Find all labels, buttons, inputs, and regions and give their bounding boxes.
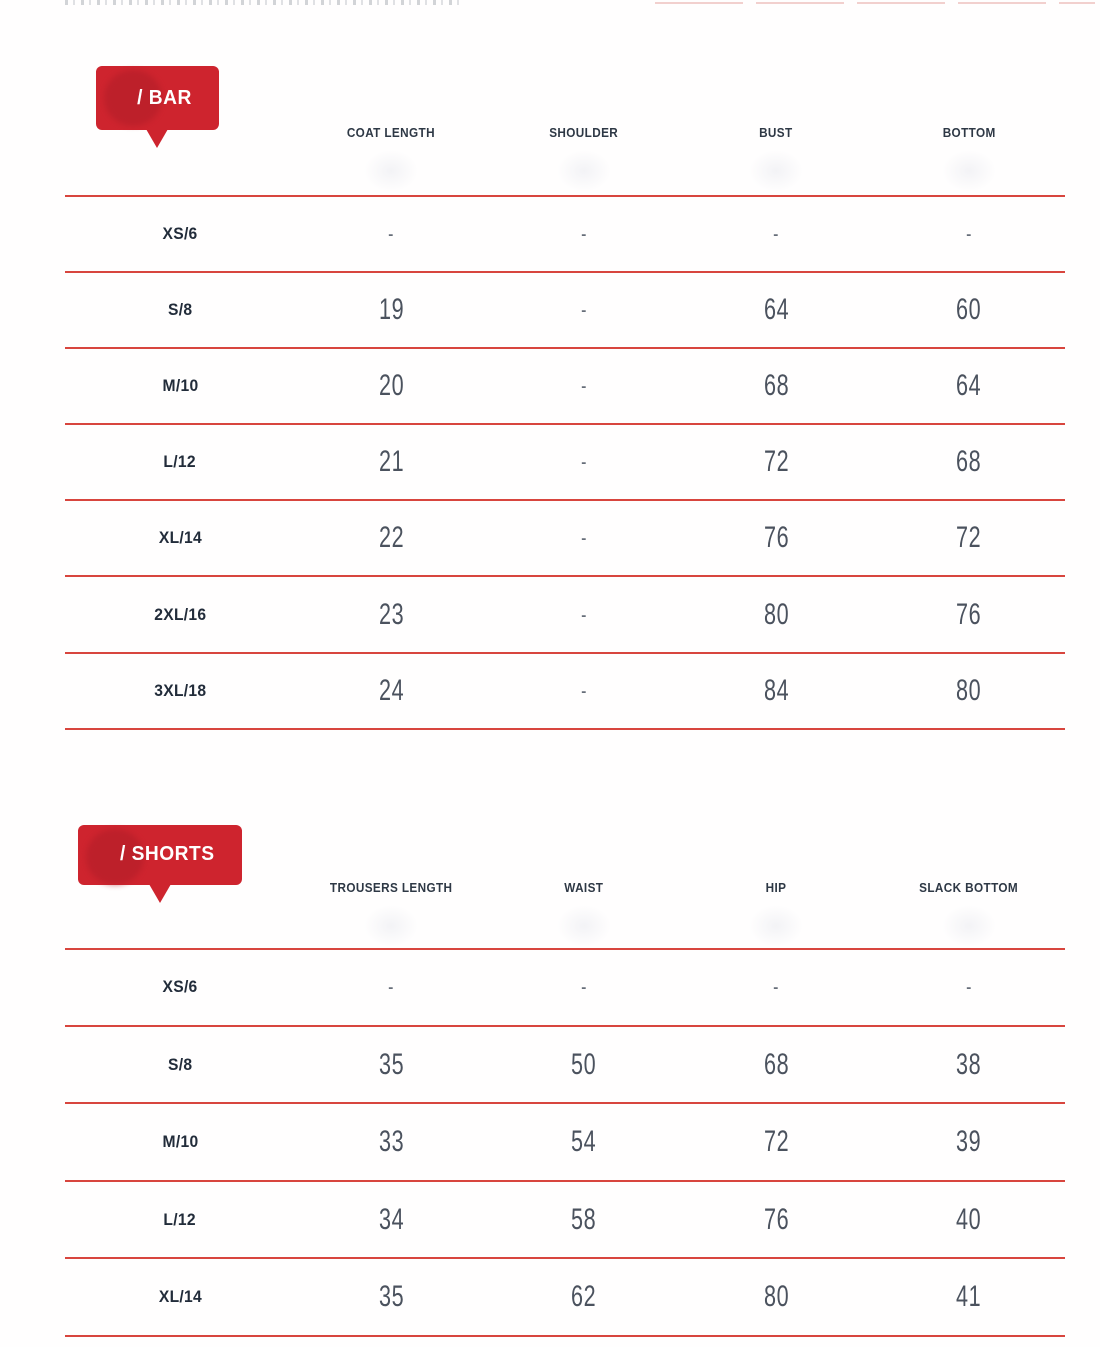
measurement-value: 72: [763, 445, 789, 479]
size-label: M/10: [162, 376, 198, 396]
value-cell: [680, 1027, 873, 1102]
value-cell: [873, 950, 1066, 1025]
value-cell: [295, 1182, 488, 1257]
table-badge: [96, 66, 219, 130]
measurement-value: 21: [378, 445, 404, 479]
size-label: 3XL/18: [153, 680, 207, 700]
column-header: [873, 825, 1066, 948]
measurement-value: 68: [956, 445, 982, 479]
column-header-label: HIP: [765, 881, 787, 896]
size-cell: [65, 950, 295, 1025]
size-table-2: [65, 825, 1065, 1337]
column-header: [488, 66, 681, 195]
value-cell: [488, 1182, 681, 1257]
table-row: [65, 575, 1065, 651]
value-cell: [873, 501, 1066, 575]
size-cell: [65, 501, 295, 575]
table-row: [65, 1025, 1065, 1102]
table-row: [65, 948, 1065, 1025]
measurement-value: -: [388, 974, 395, 1000]
measurement-value: 64: [956, 369, 982, 403]
value-cell: [488, 1259, 681, 1334]
column-header: [680, 66, 873, 195]
table-row: [65, 423, 1065, 499]
faded-unit-mark: [942, 905, 996, 947]
measurement-value: 33: [378, 1125, 404, 1159]
size-charts-container: [0, 66, 1100, 1337]
table-row: [65, 271, 1065, 347]
value-cell: [680, 1104, 873, 1179]
measurement-value: 35: [378, 1047, 404, 1081]
value-cell: [873, 577, 1066, 651]
value-cell: [680, 197, 873, 271]
measurement-value: 76: [763, 1202, 789, 1236]
measurement-value: -: [580, 974, 587, 1000]
measurement-value: 23: [378, 597, 404, 631]
value-cell: [680, 654, 873, 728]
value-cell: [295, 1104, 488, 1179]
value-cell: [873, 425, 1066, 499]
table-title: / BAR: [137, 86, 192, 109]
measurement-value: 80: [763, 1279, 789, 1313]
measurement-value: -: [773, 221, 780, 247]
size-cell: [65, 577, 295, 651]
faded-unit-mark: [749, 150, 803, 192]
size-label: S/8: [167, 1054, 193, 1074]
table-row: [65, 652, 1065, 730]
measurement-value: -: [388, 221, 395, 247]
size-cell: [65, 197, 295, 271]
value-cell: [873, 349, 1066, 423]
value-cell: [488, 950, 681, 1025]
faded-unit-mark: [364, 150, 418, 192]
value-cell: [873, 1027, 1066, 1102]
measurement-value: 62: [571, 1279, 597, 1313]
column-header-label: BUST: [759, 125, 793, 140]
size-cell: [65, 1104, 295, 1179]
column-header-label: TROUSERS LENGTH: [330, 881, 453, 896]
measurement-value: -: [580, 221, 587, 247]
value-cell: [680, 1182, 873, 1257]
column-header-label: SHOULDER: [549, 125, 619, 140]
measurement-value: -: [580, 677, 587, 703]
measurement-value: 54: [571, 1125, 597, 1159]
measurement-value: 84: [763, 673, 789, 707]
measurement-value: 38: [956, 1047, 982, 1081]
faded-unit-mark: [942, 150, 996, 192]
measurement-value: 39: [956, 1125, 982, 1159]
size-label: XL/14: [158, 528, 202, 548]
column-header: [873, 66, 1066, 195]
value-cell: [680, 501, 873, 575]
size-table-1: [65, 66, 1065, 730]
value-cell: [295, 273, 488, 347]
measurement-value: -: [965, 221, 972, 247]
value-cell: [295, 501, 488, 575]
size-cell: [65, 1182, 295, 1257]
column-header-label: BOTTOM: [942, 125, 996, 140]
measurement-value: 76: [763, 521, 789, 555]
cropped-top-strip: [0, 0, 1100, 8]
size-cell: [65, 1259, 295, 1334]
measurement-value: 72: [956, 521, 982, 555]
table-row: [65, 1102, 1065, 1179]
measurement-value: -: [580, 449, 587, 475]
column-header-label: COAT LENGTH: [347, 125, 436, 140]
value-cell: [680, 577, 873, 651]
measurement-value: 68: [763, 1047, 789, 1081]
measurement-value: -: [580, 525, 587, 551]
column-header: [295, 66, 488, 195]
badge-pointer-icon: [149, 884, 171, 903]
badge-pointer-icon: [146, 129, 168, 148]
measurement-value: 20: [378, 369, 404, 403]
value-cell: [295, 425, 488, 499]
measurement-value: -: [773, 974, 780, 1000]
measurement-value: 60: [956, 293, 982, 327]
measurement-value: 35: [378, 1279, 404, 1313]
value-cell: [680, 425, 873, 499]
size-label: L/12: [163, 452, 197, 472]
column-header-label: SLACK BOTTOM: [919, 881, 1019, 896]
value-cell: [295, 1259, 488, 1334]
faded-unit-mark: [557, 905, 611, 947]
size-label: XL/14: [158, 1286, 202, 1306]
column-header: [680, 825, 873, 948]
value-cell: [488, 654, 681, 728]
size-label: L/12: [163, 1209, 197, 1229]
size-cell: [65, 654, 295, 728]
table-badge: [78, 825, 242, 885]
value-cell: [295, 950, 488, 1025]
value-cell: [488, 1104, 681, 1179]
value-cell: [295, 577, 488, 651]
value-cell: [680, 1259, 873, 1334]
faded-unit-mark: [557, 150, 611, 192]
value-cell: [488, 425, 681, 499]
measurement-value: 68: [763, 369, 789, 403]
measurement-value: -: [580, 373, 587, 399]
column-header-label: WAIST: [564, 881, 604, 896]
measurement-value: -: [580, 601, 587, 627]
value-cell: [873, 273, 1066, 347]
measurement-value: 76: [956, 597, 982, 631]
value-cell: [295, 349, 488, 423]
value-cell: [873, 1182, 1066, 1257]
table-row: [65, 1257, 1065, 1336]
value-cell: [873, 1104, 1066, 1179]
measurement-value: -: [580, 297, 587, 323]
faded-unit-mark: [364, 905, 418, 947]
measurement-value: 64: [763, 293, 789, 327]
value-cell: [295, 1027, 488, 1102]
size-label: XS/6: [162, 977, 198, 997]
size-cell: [65, 425, 295, 499]
size-label: 2XL/16: [153, 604, 207, 624]
value-cell: [488, 349, 681, 423]
measurement-value: 19: [378, 293, 404, 327]
table-row: [65, 499, 1065, 575]
cropped-text-remnant: [65, 0, 465, 5]
measurement-value: 40: [956, 1202, 982, 1236]
value-cell: [680, 273, 873, 347]
measurement-value: 41: [956, 1279, 982, 1313]
column-header: [488, 825, 681, 948]
size-label: S/8: [167, 300, 193, 320]
value-cell: [488, 577, 681, 651]
table-row: [65, 347, 1065, 423]
size-cell: [65, 1027, 295, 1102]
value-cell: [873, 1259, 1066, 1334]
measurement-value: 80: [763, 597, 789, 631]
size-label: XS/6: [162, 224, 198, 244]
column-header: [295, 825, 488, 948]
cropped-box-remnant: [655, 2, 1095, 4]
table-row: [65, 195, 1065, 271]
table-title: / SHORTS: [119, 843, 215, 866]
size-cell: [65, 349, 295, 423]
measurement-value: 50: [571, 1047, 597, 1081]
measurement-value: 80: [956, 673, 982, 707]
measurement-value: 22: [378, 521, 404, 555]
value-cell: [873, 197, 1066, 271]
value-cell: [680, 950, 873, 1025]
value-cell: [488, 501, 681, 575]
faded-unit-mark: [749, 905, 803, 947]
value-cell: [295, 654, 488, 728]
value-cell: [488, 273, 681, 347]
value-cell: [680, 349, 873, 423]
value-cell: [488, 197, 681, 271]
measurement-value: -: [965, 974, 972, 1000]
table-row: [65, 1180, 1065, 1257]
value-cell: [873, 654, 1066, 728]
size-cell: [65, 273, 295, 347]
value-cell: [488, 1027, 681, 1102]
value-cell: [295, 197, 488, 271]
size-label: M/10: [162, 1132, 198, 1152]
measurement-value: 72: [763, 1125, 789, 1159]
measurement-value: 34: [378, 1202, 404, 1236]
measurement-value: 58: [571, 1202, 597, 1236]
measurement-value: 24: [378, 673, 404, 707]
